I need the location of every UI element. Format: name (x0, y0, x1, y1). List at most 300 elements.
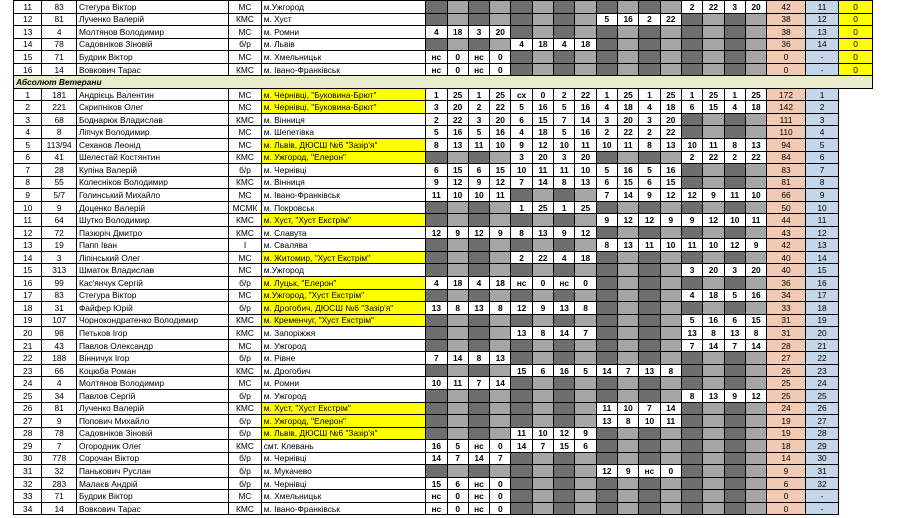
empty-cell (839, 502, 873, 515)
stage-s3-cell (639, 289, 660, 302)
stage-s1-cell: 0 (490, 502, 511, 515)
athlete-name: Петьков Ігор (76, 327, 228, 340)
athlete-city: м. Івано-Франківськ (261, 189, 425, 202)
stage-s3-cell (639, 352, 660, 365)
stage-s4-cell (681, 415, 702, 428)
stage-s1-cell: 11 (426, 189, 447, 202)
stage-s4-cell (724, 51, 745, 64)
stage-s1-cell (426, 327, 447, 340)
stage-s1-cell (447, 201, 468, 214)
athlete-rank: б/р (229, 465, 261, 478)
stage-s1-cell: нс (426, 490, 447, 503)
stage-s4-cell (745, 38, 766, 51)
stage-s4-cell: 4 (724, 101, 745, 114)
stage-s2-cell (532, 289, 553, 302)
bib-number: 41 (42, 151, 77, 164)
stage-s2-cell (554, 502, 575, 515)
row-index: 34 (14, 502, 42, 515)
stage-s1-cell: 25 (447, 88, 468, 101)
total-score: 0 (767, 502, 806, 515)
stage-s1-cell: нс (468, 490, 489, 503)
stage-s2-cell: 0 (532, 88, 553, 101)
stage-s2-cell: 0 (575, 277, 596, 290)
stage-s4-cell (703, 201, 724, 214)
bib-number: 313 (42, 264, 77, 277)
stage-s1-cell (468, 465, 489, 478)
row-index: 12 (14, 13, 42, 26)
athlete-rank: б/р (229, 427, 261, 440)
total-score: 0 (767, 490, 806, 503)
stage-s1-cell: нс (468, 502, 489, 515)
stage-s4-cell: 1 (681, 88, 702, 101)
stage-s1-cell (490, 38, 511, 51)
stage-s1-cell (490, 289, 511, 302)
stage-s2-cell: 25 (575, 201, 596, 214)
stage-s1-cell (468, 289, 489, 302)
place: 10 (805, 201, 839, 214)
athlete-rank: МС (229, 26, 261, 39)
athlete-rank: КМС (229, 13, 261, 26)
stage-s3-cell (596, 289, 617, 302)
stage-s1-cell: 5 (447, 440, 468, 453)
stage-s2-cell: 5 (511, 101, 532, 114)
bib-number: 81 (42, 13, 77, 26)
table-row (14, 302, 873, 315)
athlete-rank: МС (229, 51, 261, 64)
empty-cell (839, 352, 873, 365)
stage-s4-cell: 7 (681, 339, 702, 352)
stage-s4-cell (703, 63, 724, 76)
stage-s2-cell: 13 (511, 327, 532, 340)
bib-number: 78 (42, 427, 77, 440)
table-row (14, 51, 873, 64)
row-index: 14 (14, 38, 42, 51)
stage-s4-cell (724, 176, 745, 189)
stage-s3-cell (639, 502, 660, 515)
stage-s4-cell: 22 (745, 151, 766, 164)
stage-s4-cell: 20 (703, 264, 724, 277)
stage-s1-cell: нс (468, 51, 489, 64)
athlete-city: м. Чернівці (261, 452, 425, 465)
table-row (14, 139, 873, 152)
athlete-city: м. Вінниця (261, 113, 425, 126)
stage-s4-cell (681, 465, 702, 478)
stage-s4-cell (703, 440, 724, 453)
stage-s1-cell: 8 (426, 139, 447, 152)
total-score: 42 (767, 1, 806, 14)
place: 31 (805, 465, 839, 478)
stage-s4-cell: 8 (745, 327, 766, 340)
stage-s4-cell (703, 502, 724, 515)
place: - (805, 51, 839, 64)
place: 27 (805, 415, 839, 428)
stage-s1-cell: 3 (426, 101, 447, 114)
stage-s2-cell (511, 490, 532, 503)
stage-s2-cell (532, 51, 553, 64)
athlete-rank: КМС (229, 364, 261, 377)
total-score: 81 (767, 176, 806, 189)
stage-s2-cell: 3 (511, 151, 532, 164)
stage-s4-cell (724, 251, 745, 264)
athlete-name: Пазюріч Дмитро (76, 226, 228, 239)
bib-number: 9 (42, 415, 77, 428)
stage-s3-cell (660, 1, 681, 14)
bib-number: 14 (42, 63, 77, 76)
stage-s3-cell (596, 352, 617, 365)
stage-s2-cell: 4 (511, 38, 532, 51)
athlete-rank: МС (229, 189, 261, 202)
stage-s3-cell (639, 277, 660, 290)
total-score: 94 (767, 139, 806, 152)
stage-s2-cell (575, 402, 596, 415)
athlete-name: Папп Іван (76, 239, 228, 252)
empty-cell (839, 477, 873, 490)
stage-s3-cell: 15 (660, 176, 681, 189)
stage-s1-cell: 18 (490, 277, 511, 290)
stage-s3-cell (660, 201, 681, 214)
stage-s1-cell (468, 415, 489, 428)
athlete-city: м. Дрогобич, ДЮСШ №6 "Зазір'я" (261, 302, 425, 315)
place: 24 (805, 377, 839, 390)
stage-s3-cell (618, 51, 639, 64)
stage-s1-cell (426, 314, 447, 327)
stage-s4-cell (745, 440, 766, 453)
athlete-city: м. Запоріжжя (261, 327, 425, 340)
stage-s1-cell (490, 314, 511, 327)
stage-s4-cell (681, 113, 702, 126)
stage-s4-cell: 2 (724, 151, 745, 164)
total-score: 50 (767, 201, 806, 214)
stage-s1-cell (447, 465, 468, 478)
table-row (14, 427, 873, 440)
place: - (805, 490, 839, 503)
stage-s1-cell (447, 239, 468, 252)
points: 0 (839, 1, 873, 14)
stage-s3-cell: 9 (639, 189, 660, 202)
empty-cell (839, 427, 873, 440)
stage-s1-cell (468, 389, 489, 402)
stage-s2-cell (554, 13, 575, 26)
stage-s3-cell (639, 38, 660, 51)
stage-s3-cell: 0 (660, 465, 681, 478)
stage-s3-cell (618, 38, 639, 51)
stage-s3-cell (618, 389, 639, 402)
stage-s1-cell (490, 201, 511, 214)
stage-s4-cell (703, 302, 724, 315)
stage-s1-cell: 20 (490, 113, 511, 126)
total-score: 36 (767, 277, 806, 290)
athlete-city: м. Чернівці (261, 477, 425, 490)
stage-s4-cell (724, 440, 745, 453)
athlete-rank: б/р (229, 302, 261, 315)
stage-s2-cell (554, 389, 575, 402)
empty-cell (839, 402, 873, 415)
stage-s4-cell: 7 (724, 339, 745, 352)
stage-s3-cell (660, 289, 681, 302)
athlete-rank: б/р (229, 389, 261, 402)
place: 5 (805, 139, 839, 152)
stage-s1-cell: 0 (490, 63, 511, 76)
stage-s4-cell (703, 490, 724, 503)
stage-s3-cell: 14 (596, 364, 617, 377)
athlete-rank: І (229, 239, 261, 252)
stage-s4-cell (681, 226, 702, 239)
bib-number: 32 (42, 465, 77, 478)
stage-s4-cell (724, 427, 745, 440)
stage-s3-cell (618, 302, 639, 315)
stage-s4-cell: 15 (703, 101, 724, 114)
stage-s1-cell (447, 314, 468, 327)
stage-s1-cell (426, 402, 447, 415)
stage-s3-cell: 22 (618, 126, 639, 139)
stage-s2-cell (575, 339, 596, 352)
points: 0 (839, 63, 873, 76)
stage-s3-cell (618, 289, 639, 302)
stage-s1-cell (447, 151, 468, 164)
stage-s4-cell (703, 465, 724, 478)
table-row (14, 214, 873, 227)
stage-s3-cell: 8 (660, 364, 681, 377)
stage-s3-cell (618, 477, 639, 490)
total-score: 38 (767, 26, 806, 39)
row-index: 30 (14, 452, 42, 465)
stage-s4-cell (703, 352, 724, 365)
stage-s4-cell (745, 377, 766, 390)
stage-s3-cell (639, 314, 660, 327)
stage-s1-cell (426, 1, 447, 14)
stage-s1-cell (468, 364, 489, 377)
stage-s2-cell (575, 314, 596, 327)
stage-s4-cell: 3 (724, 1, 745, 14)
bib-number: 4 (42, 26, 77, 39)
place: 11 (805, 1, 839, 14)
athlete-city: м. Ромни (261, 377, 425, 390)
stage-s1-cell (447, 389, 468, 402)
row-index: 25 (14, 389, 42, 402)
bib-number: 778 (42, 452, 77, 465)
stage-s1-cell (468, 427, 489, 440)
stage-s4-cell (745, 164, 766, 177)
row-index: 27 (14, 415, 42, 428)
stage-s2-cell: 12 (532, 139, 553, 152)
stage-s2-cell: 9 (554, 226, 575, 239)
stage-s3-cell (596, 251, 617, 264)
place: 28 (805, 427, 839, 440)
stage-s2-cell (532, 239, 553, 252)
athlete-name: Огородник Олег (76, 440, 228, 453)
total-score: 31 (767, 314, 806, 327)
stage-s2-cell (575, 26, 596, 39)
athlete-city: м. Львів, ДЮСШ №6 "Зазір'я" (261, 427, 425, 440)
stage-s4-cell (724, 277, 745, 290)
stage-s4-cell (724, 402, 745, 415)
total-score: 18 (767, 440, 806, 453)
stage-s3-cell: 18 (660, 101, 681, 114)
athlete-rank: б/р (229, 164, 261, 177)
stage-s2-cell: нс (511, 277, 532, 290)
stage-s1-cell (426, 13, 447, 26)
stage-s1-cell: 2 (468, 101, 489, 114)
stage-s4-cell (745, 226, 766, 239)
stage-s1-cell: 25 (490, 88, 511, 101)
stage-s1-cell: нс (468, 477, 489, 490)
athlete-rank: МСМК (229, 201, 261, 214)
stage-s1-cell: нс (468, 63, 489, 76)
athlete-city: м. Шепетівка (261, 126, 425, 139)
stage-s4-cell: 12 (681, 189, 702, 202)
stage-s3-cell: 13 (660, 139, 681, 152)
stage-s1-cell (447, 339, 468, 352)
stage-s1-cell: 9 (447, 226, 468, 239)
stage-s1-cell: 6 (447, 477, 468, 490)
athlete-rank: МС (229, 88, 261, 101)
table-row (14, 1, 873, 14)
stage-s2-cell: 4 (554, 251, 575, 264)
athlete-city: м. Свалява (261, 239, 425, 252)
stage-s3-cell (618, 1, 639, 14)
stage-s1-cell (447, 214, 468, 227)
stage-s1-cell (426, 251, 447, 264)
table-row (14, 226, 873, 239)
stage-s2-cell (575, 51, 596, 64)
table-row (14, 477, 873, 490)
row-index: 10 (14, 201, 42, 214)
athlete-name: Доценко Валерій (76, 201, 228, 214)
stage-s3-cell (596, 226, 617, 239)
stage-s1-cell: 12 (468, 226, 489, 239)
place: 12 (805, 13, 839, 26)
athlete-rank: КМС (229, 314, 261, 327)
table-row (14, 452, 873, 465)
stage-s2-cell: 15 (554, 440, 575, 453)
stage-s1-cell: 20 (490, 26, 511, 39)
stage-s1-cell: 9 (468, 176, 489, 189)
stage-s2-cell: 0 (532, 277, 553, 290)
table-row (14, 201, 873, 214)
stage-s2-cell (511, 477, 532, 490)
stage-s1-cell: 7 (447, 452, 468, 465)
stage-s3-cell: 1 (639, 88, 660, 101)
stage-s2-cell: 20 (575, 151, 596, 164)
stage-s4-cell: 5 (724, 289, 745, 302)
stage-s4-cell (703, 277, 724, 290)
bib-number: 9 (42, 201, 77, 214)
stage-s2-cell: 25 (532, 201, 553, 214)
athlete-name: Будрик Віктор (76, 490, 228, 503)
stage-s3-cell (660, 389, 681, 402)
points: 0 (839, 26, 873, 39)
empty-cell (839, 289, 873, 302)
stage-s1-cell (490, 264, 511, 277)
stage-s3-cell (639, 327, 660, 340)
stage-s2-cell: 10 (532, 427, 553, 440)
stage-s1-cell: 12 (426, 226, 447, 239)
stage-s3-cell (596, 427, 617, 440)
stage-s4-cell (703, 377, 724, 390)
athlete-name: Попович Михайло (76, 415, 228, 428)
stage-s4-cell (745, 402, 766, 415)
stage-s1-cell: 16 (426, 440, 447, 453)
stage-s3-cell (596, 377, 617, 390)
table-row (14, 151, 873, 164)
athlete-name: Чорнокондратенко Володимир (76, 314, 228, 327)
stage-s3-cell: 13 (618, 239, 639, 252)
stage-s2-cell: 9 (575, 427, 596, 440)
stage-s2-cell (511, 13, 532, 26)
stage-s3-cell: 12 (596, 465, 617, 478)
total-score: 110 (767, 126, 806, 139)
stage-s3-cell (660, 477, 681, 490)
place: 30 (805, 452, 839, 465)
athlete-rank: б/р (229, 38, 261, 51)
stage-s2-cell (532, 415, 553, 428)
athlete-name: Купіна Валерій (76, 164, 228, 177)
athlete-name: Голинський Михайло (76, 189, 228, 202)
place: 22 (805, 352, 839, 365)
stage-s2-cell (511, 452, 532, 465)
stage-s2-cell (554, 289, 575, 302)
stage-s2-cell: 1 (511, 201, 532, 214)
athlete-city: м. Хмельницьк (261, 51, 425, 64)
stage-s3-cell: 9 (660, 214, 681, 227)
athlete-name: Молтянов Володимир (76, 26, 228, 39)
table-row (14, 251, 873, 264)
stage-s4-cell: 9 (724, 389, 745, 402)
stage-s2-cell: 7 (554, 113, 575, 126)
stage-s4-cell (745, 113, 766, 126)
athlete-rank: КМС (229, 440, 261, 453)
stage-s3-cell (596, 339, 617, 352)
stage-s1-cell: 18 (447, 26, 468, 39)
total-score: 19 (767, 415, 806, 428)
stage-s1-cell (426, 201, 447, 214)
stage-s3-cell (596, 1, 617, 14)
stage-s4-cell: 11 (681, 239, 702, 252)
athlete-rank: МС (229, 377, 261, 390)
stage-s2-cell (532, 189, 553, 202)
total-score: 24 (767, 402, 806, 415)
stage-s2-cell (554, 415, 575, 428)
stage-s2-cell (532, 314, 553, 327)
place: 12 (805, 226, 839, 239)
athlete-name: Будрик Віктор (76, 51, 228, 64)
stage-s3-cell: 10 (596, 139, 617, 152)
athlete-name: Стегура Віктор (76, 289, 228, 302)
place: 29 (805, 440, 839, 453)
bib-number: 188 (42, 352, 77, 365)
stage-s1-cell (490, 13, 511, 26)
athlete-city: м. Хуст, "Хуст Екстрім" (261, 402, 425, 415)
bib-number: 43 (42, 339, 77, 352)
stage-s1-cell: 12 (490, 176, 511, 189)
stage-s4-cell (724, 364, 745, 377)
stage-s4-cell: 25 (745, 88, 766, 101)
place: 23 (805, 364, 839, 377)
stage-s2-cell (532, 1, 553, 14)
stage-s3-cell: 10 (660, 239, 681, 252)
stage-s1-cell (468, 264, 489, 277)
stage-s4-cell: 8 (681, 389, 702, 402)
place: 7 (805, 164, 839, 177)
stage-s3-cell: 8 (639, 139, 660, 152)
stage-s4-cell: 14 (745, 339, 766, 352)
stage-s2-cell (511, 415, 532, 428)
stage-s2-cell (554, 465, 575, 478)
stage-s3-cell (660, 38, 681, 51)
stage-s3-cell (660, 452, 681, 465)
athlete-city: м. Чернівці, "Буковина-Брют" (261, 101, 425, 114)
stage-s4-cell (724, 201, 745, 214)
